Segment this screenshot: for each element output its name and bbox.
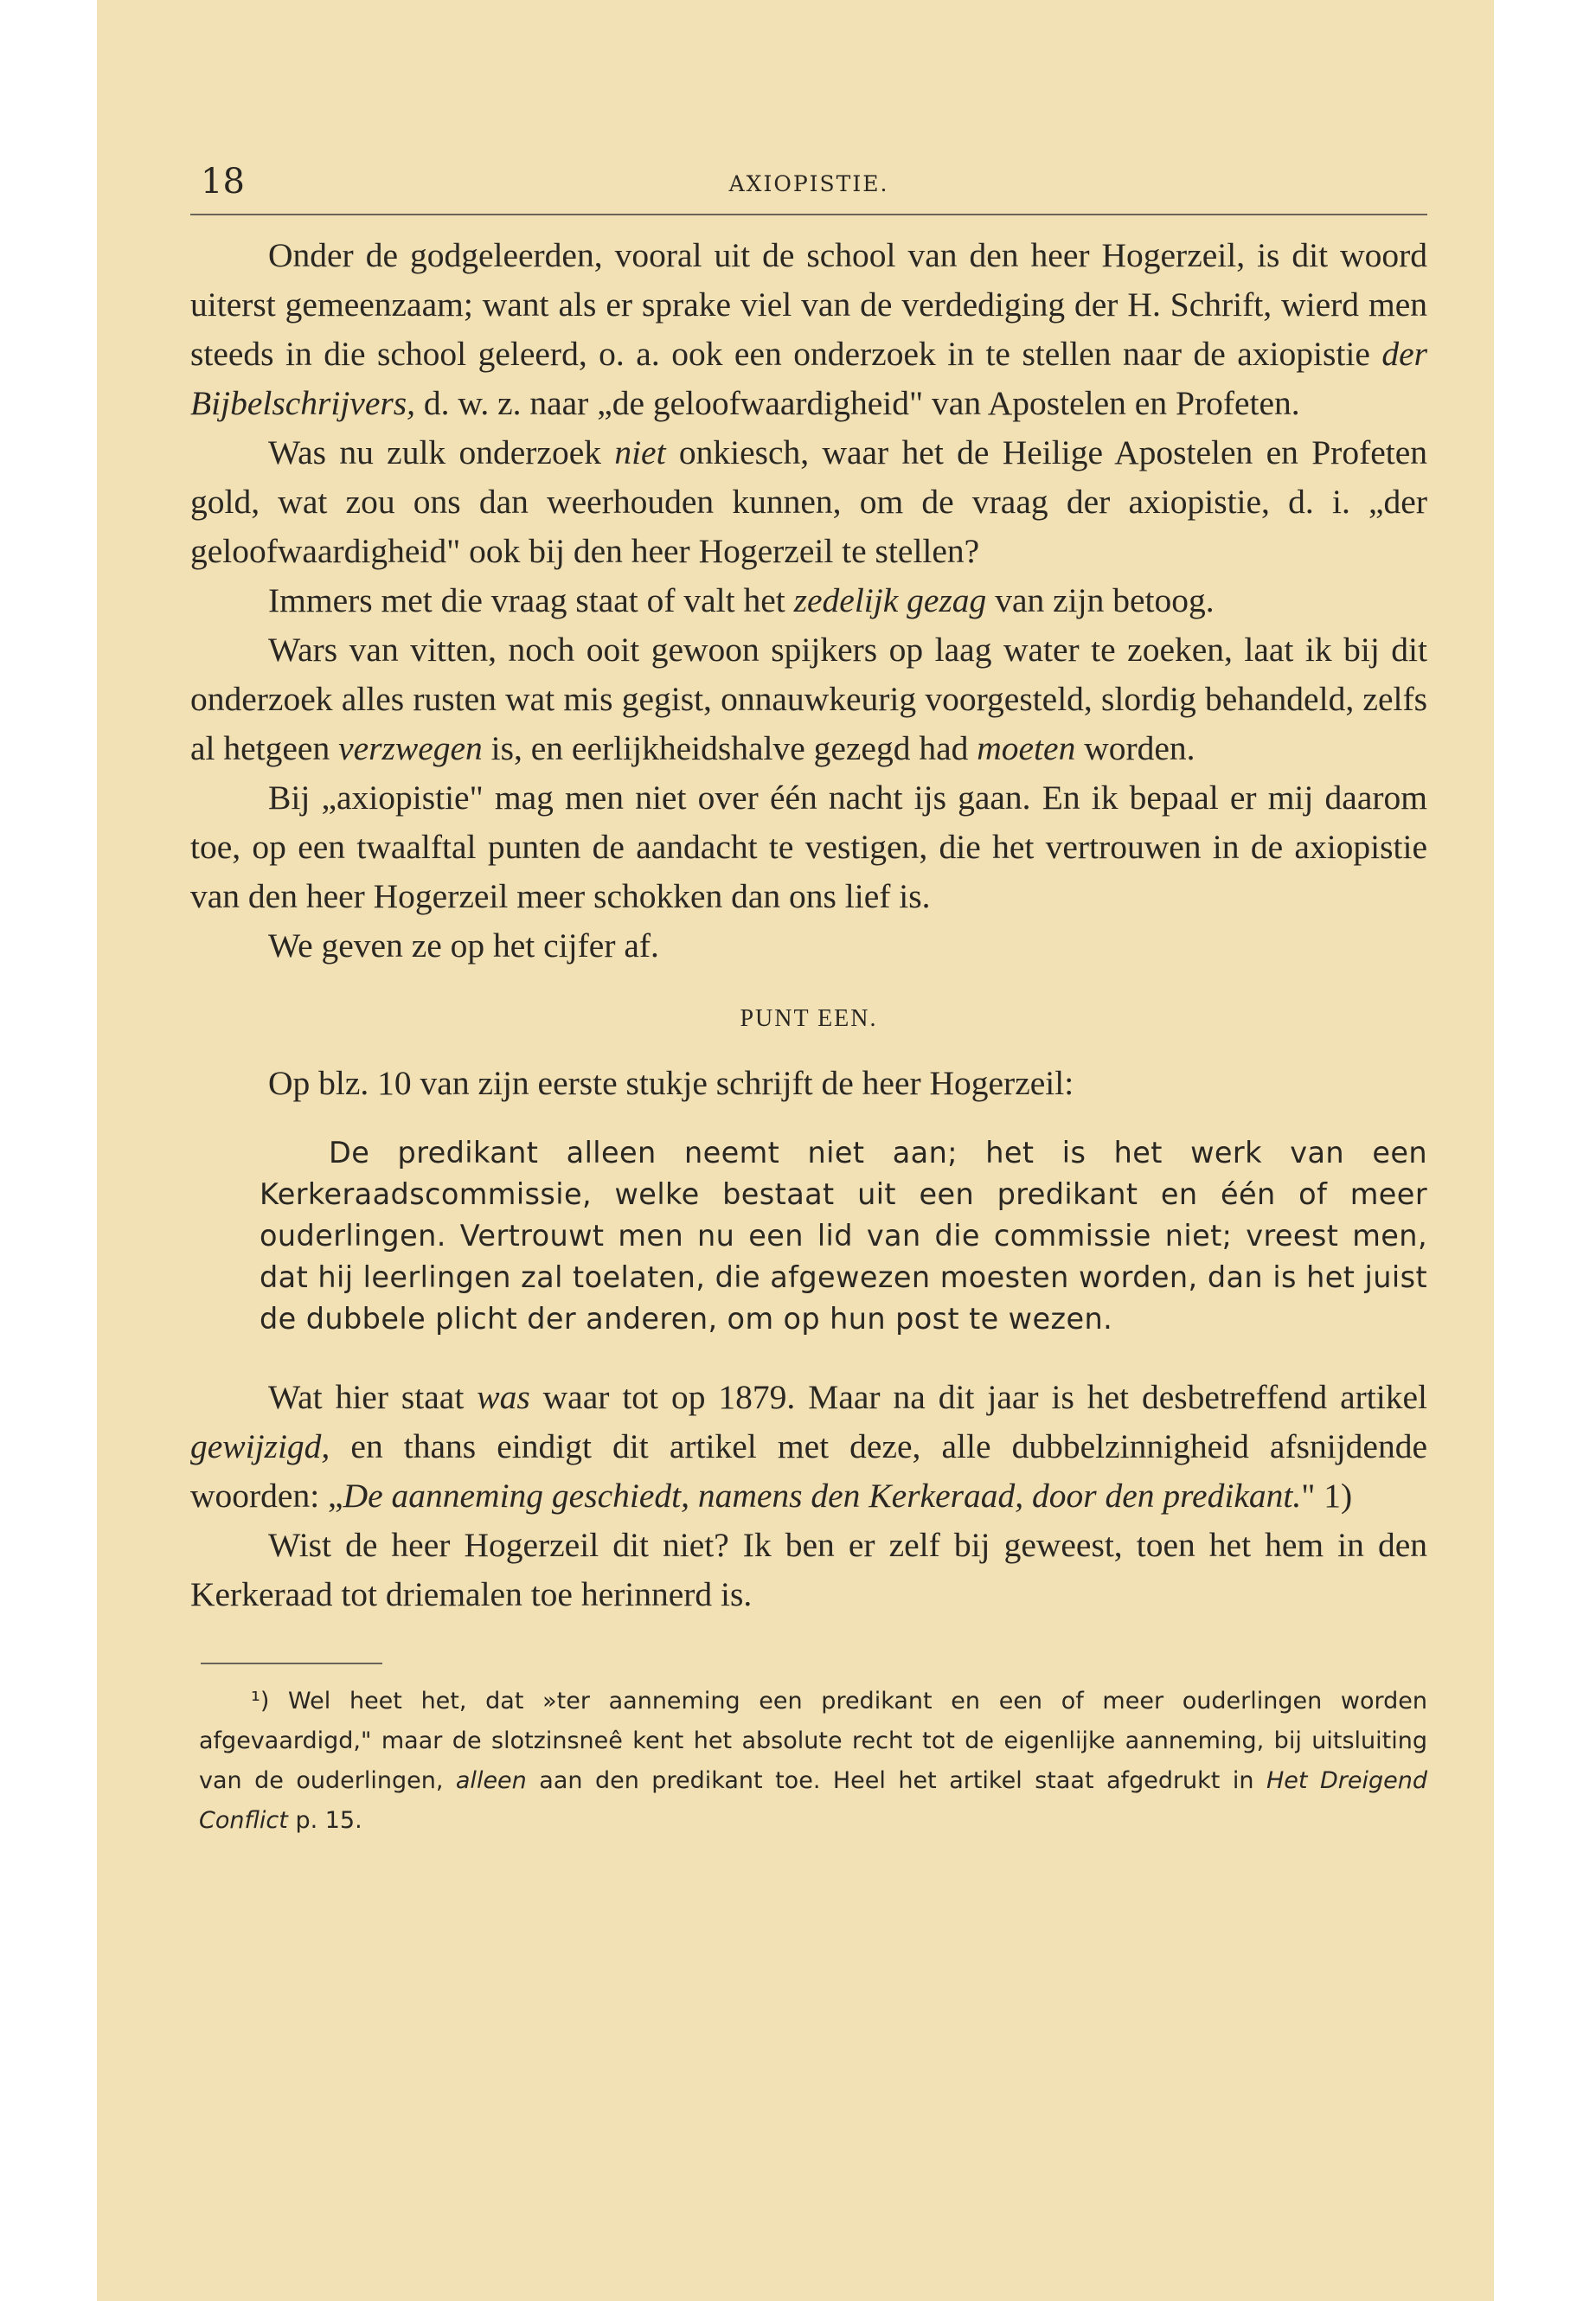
section-heading: PUNT EEN. [740,1005,878,1032]
text-run: Was nu zulk onderzoek [268,433,615,471]
italic-run: zedelijk gezag [793,581,987,619]
paragraph [190,428,1427,576]
page-content [190,160,1428,1834]
paragraph [190,231,1427,428]
italic-run: Het Dreigend Conflict [199,1767,1427,1834]
paragraph [190,1521,1427,1619]
text-run: p. 15. [287,1807,362,1834]
page-number: 18 [201,162,245,202]
paragraphs-before [190,231,1427,971]
paragraphs-after [190,1373,1427,1619]
text-run: van zijn betoog. [986,581,1215,619]
text-run: Onder de godgeleerden, vooral uit de school van den heer Hogerzeil, is dit woord uiterst gemeenzaam; want als er sprake viel van de verdediging der H. Schrift, wierd men steeds in die school geleerd, o. a. ook een onderzoek in te stellen naar de axiopistie [190,236,1427,373]
italic-run: gewijzigd, [190,1427,330,1465]
paragraph [190,1373,1427,1521]
paragraph [190,773,1427,921]
text-run: Wat hier staat [268,1378,478,1416]
italic-run: was [477,1378,530,1416]
footnote [199,1682,1427,1841]
text-run: ¹) Wel heet het, dat »ter aanneming een predikant en een of meer ouderlingen worden afgevaardigd," maar de slotzinsneê kent het absolute recht tot de eigenlijke aanneming, bij uitsluiting van de ouderlingen, [199,1688,1427,1794]
running-header [190,160,1427,212]
footnote-rule [201,1663,382,1664]
italic-run: De aanneming geschiedt, namens den Kerkeraad, door den predikant. [343,1477,1302,1515]
text-run: aan den predikant toe. Heel het artikel staat afgedrukt in [526,1767,1266,1794]
text-run: is, en eerlijkheidshalve gezegd had [482,729,977,767]
text-run: Wist de heer Hogerzeil dit niet? Ik ben er zelf bij geweest, toen het hem in den Kerkeraad tot driemalen toe herinnerd is. [190,1526,1427,1613]
paragraph [190,576,1427,625]
text-run: Bij „axiopistie" mag men niet over één nacht ijs gaan. En ik bepaal er mij daarom toe, op een twaalftal punten de aandacht te vestigen, die het vertrouwen in de axiopistie van den heer Hogerzeil meer schokken dan ons lief is. [190,779,1427,915]
text-run: " 1) [1301,1477,1353,1515]
header-rule [190,214,1427,215]
running-title: AXIOPISTIE. [728,171,889,196]
italic-run: verzwegen [338,729,483,767]
text-run: d. w. z. naar „de geloofwaardigheid" van Apostelen en Profeten. [415,384,1300,422]
text-body [190,231,1427,1841]
text-run: waar tot op 1879. Maar na dit jaar is het desbetreffend artikel [529,1378,1427,1416]
block-quote: De predikant alleen neemt niet aan; het is het werk van een Kerkeraadscommissie, welke bestaat uit een predikant en één of meer ouderlingen. Vertrouwt men nu een lid van die commissie niet; vreest men, dat hij leerlingen zal toelaten, die afgewezen moesten worden, dan is het juist de dubbele plicht der anderen, om op hun post te wezen. [260,1136,1427,1336]
text-run: onkiesch, waar het de Heilige Apostelen en Profeten gold, wat zou ons dan weerhouden kunnen, om de vraag der axiopistie, d. i. „der geloofwaardigheid" ook bij den heer Hogerzeil te stellen? [190,433,1428,570]
italic-run: der Bijbelschrijvers, [190,335,1427,422]
intro-line: Op blz. 10 van zijn eerste stukje schrijft de heer Hogerzeil: [268,1064,1074,1102]
paragraph [190,625,1427,773]
paragraph [190,921,1427,971]
text-run: worden. [1075,729,1195,767]
text-run: Wars van vitten, noch ooit gewoon spijkers op laag water te zoeken, laat ik bij dit onderzoek alles rusten wat mis gegist, onnauwkeurig voorgesteld, slordig behandeld, zelfs al hetgeen [190,631,1427,767]
text-run: Immers met die vraag staat of valt het [268,581,794,619]
italic-run: alleen [455,1767,527,1794]
italic-run: niet [614,433,666,471]
text-run: en thans eindigt dit artikel met deze, alle dubbelzinnigheid afsnijdende woorden: „ [190,1427,1427,1515]
italic-run: moeten [977,729,1076,767]
text-run: We geven ze op het cijfer af. [268,926,659,965]
